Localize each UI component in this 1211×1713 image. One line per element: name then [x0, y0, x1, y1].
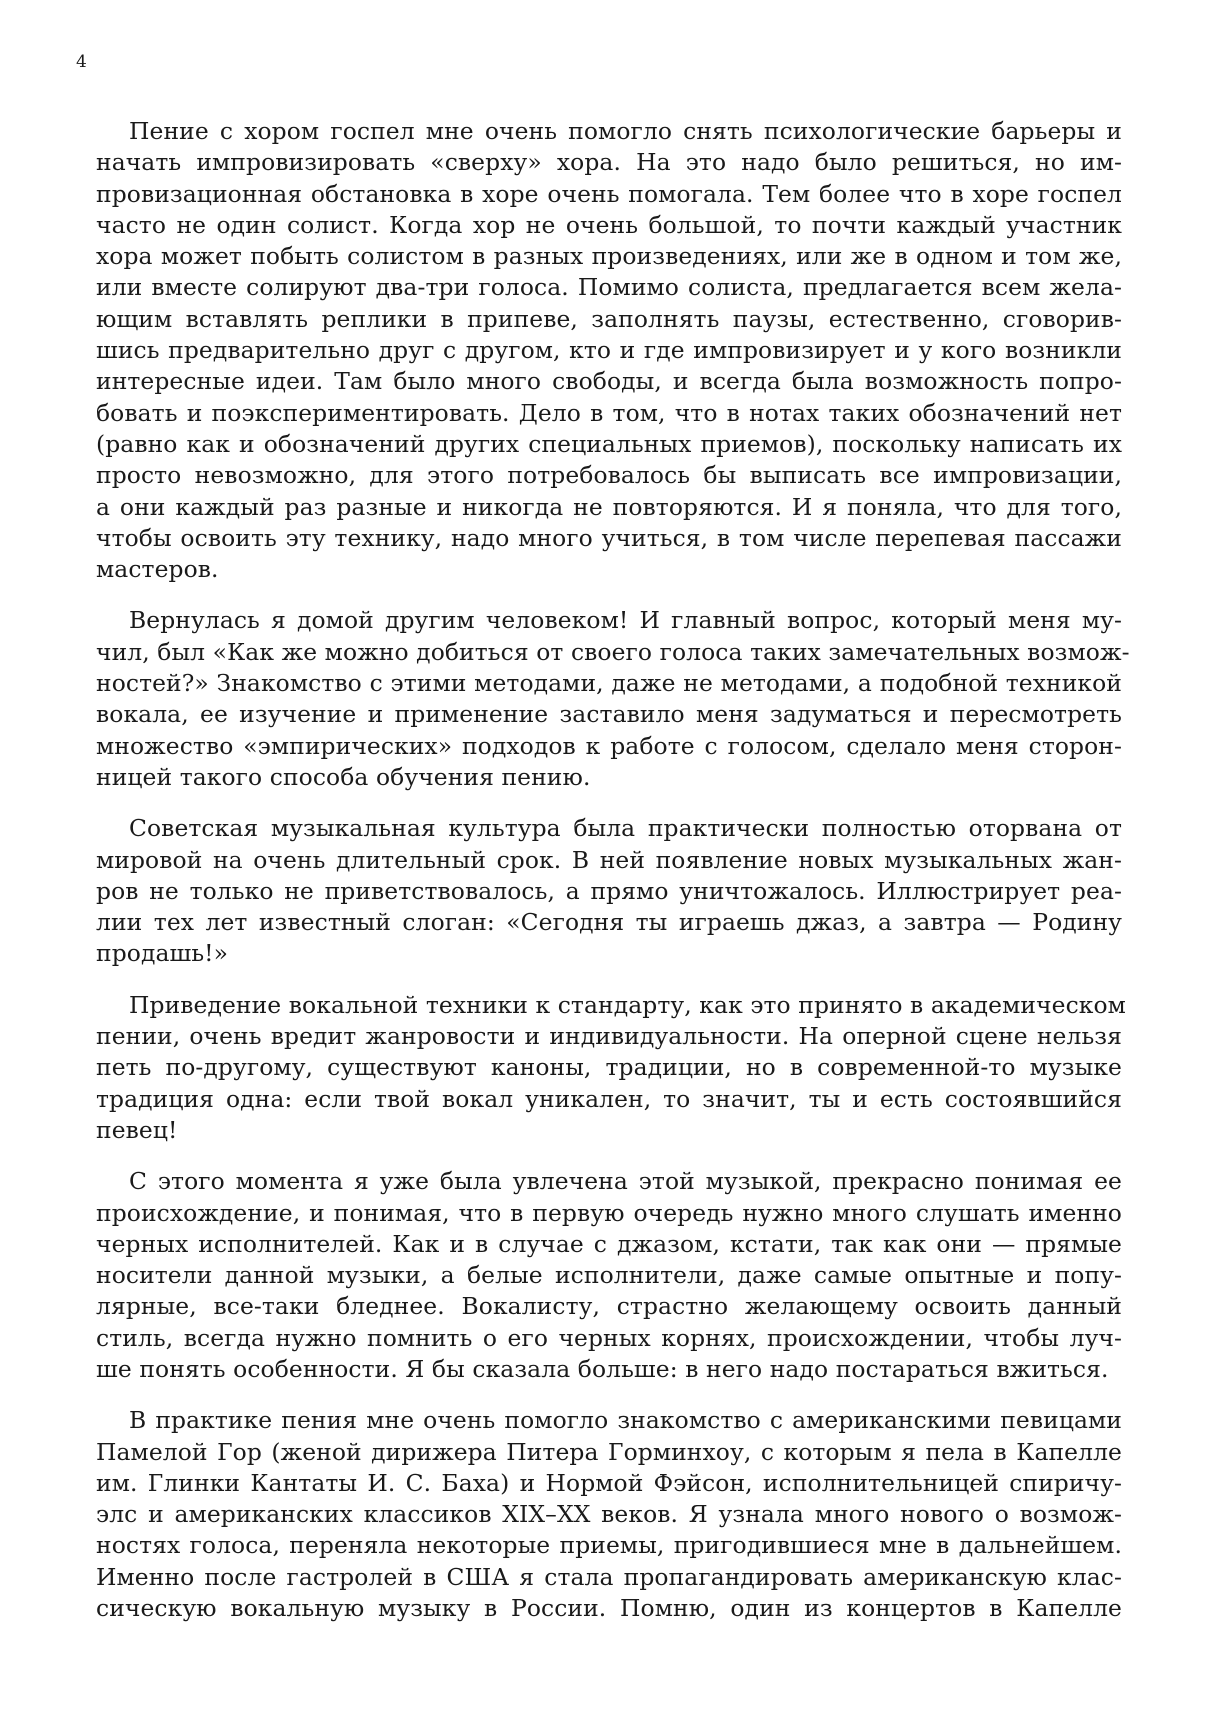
text-line: шись предварительно друг с другом, кто и где импровизирует и у кого возникли — [96, 336, 1122, 365]
text-line: Приведение вокальной техники к стандарту, как это принято в академическом — [129, 990, 1126, 1019]
text-line: ше понять особенности. Я бы сказала больше: в него надо постараться вжиться. — [96, 1354, 1109, 1383]
text-line: множество «эмпирических» подходов к работе с голосом, сделало меня сторон- — [96, 731, 1122, 760]
text-line: элс и американских классиков XIX–XX веков. Я узнала много нового о возмож- — [96, 1500, 1122, 1529]
text-line: Именно после гастролей в США я стала пропагандировать американскую клас- — [96, 1562, 1122, 1591]
paragraph — [96, 813, 1122, 969]
text-line: часто не один солист. Когда хор не очень большой, то почти каждый участник — [96, 210, 1122, 239]
text-line: Пение с хором госпел мне очень помогло снять психологические барьеры и — [129, 117, 1122, 145]
body-text — [96, 116, 1130, 1644]
text-line: чтобы освоить эту технику, надо много учиться, в том числе перепевая пассажи — [96, 523, 1122, 552]
text-line: бовать и поэкспериментировать. Дело в том, что в нотах таких обозначений нет — [96, 398, 1122, 427]
text-line: мировой на очень длительный срок. В ней появление новых музыкальных жан- — [96, 845, 1122, 874]
page-number: 4 — [76, 52, 87, 72]
text-line: хора может побыть солистом в разных произведениях, или же в одном и том же, — [96, 242, 1122, 271]
text-line: провизационная обстановка в хоре очень помогала. Тем более что в хоре госпел — [96, 179, 1122, 208]
text-line: ров не только не приветствовалось, а прямо уничтожалось. Иллюстрирует реа- — [96, 876, 1122, 905]
text-line: Вернулась я домой другим человеком! И главный вопрос, который меня му- — [129, 606, 1122, 635]
paragraph — [96, 990, 1126, 1146]
paragraph — [96, 605, 1130, 793]
text-line: а они каждый раз разные и никогда не повторяются. И я поняла, что для того, — [96, 492, 1122, 521]
text-line: или вместе солируют два-три голоса. Помимо солиста, предлагается всем жела- — [96, 273, 1122, 302]
text-line: просто невозможно, для этого потребовалось бы выписать все импровизации, — [96, 461, 1122, 490]
text-line: начать импровизировать «сверху» хора. На это надо было решиться, но им- — [96, 148, 1122, 177]
text-line: В практике пения мне очень помогло знакомство с американскими певицами — [129, 1406, 1122, 1435]
text-line: сическую вокальную музыку в России. Помню, один из концертов в Капелле — [96, 1594, 1122, 1623]
text-line: петь по-другому, существуют каноны, традиции, но в современной-то музыке — [96, 1053, 1122, 1082]
text-line: Советская музыкальная культура была практически полностью оторвана от — [129, 814, 1122, 843]
text-line: (равно как и обозначений других специальных приемов), поскольку написать их — [96, 429, 1122, 458]
text-line: мастеров. — [96, 555, 219, 584]
text-line: Памелой Гор (женой дирижера Питера Горминхоу, с которым я пела в Капелле — [96, 1437, 1122, 1466]
text-line: ющим вставлять реплики в припеве, заполнять паузы, естественно, сговорив- — [96, 304, 1122, 333]
text-line: стиль, всегда нужно помнить о его черных корнях, происхождении, чтобы луч- — [96, 1323, 1122, 1352]
text-line: традиция одна: если твой вокал уникален, то значит, ты и есть состоявшийся — [96, 1084, 1122, 1113]
text-line: происхождение, и понимая, что в первую очередь нужно много слушать именно — [96, 1198, 1122, 1227]
text-line: черных исполнителей. Как и в случае с джазом, кстати, так как они — прямые — [96, 1229, 1122, 1258]
text-line: лии тех лет известный слоган: «Сегодня ты играешь джаз, а завтра — Родину — [96, 908, 1122, 937]
text-line: вокала, ее изучение и применение заставило меня задуматься и пересмотреть — [96, 700, 1122, 729]
text-line: С этого момента я уже была увлечена этой музыкой, прекрасно понимая ее — [129, 1167, 1122, 1196]
paragraph — [96, 116, 1122, 585]
paragraph — [96, 1166, 1122, 1385]
text-line: им. Глинки Кантаты И. С. Баха) и Нормой Фэйсон, исполнительницей спиричу- — [96, 1468, 1122, 1497]
text-line: ностях голоса, переняла некоторые приемы, пригодившиеся мне в дальнейшем. — [96, 1531, 1122, 1560]
paragraph — [96, 1405, 1122, 1624]
text-line: певец! — [96, 1115, 178, 1144]
text-line: носители данной музыки, а белые исполнители, даже самые опытные и попу- — [96, 1261, 1122, 1290]
text-line: продашь!» — [96, 939, 229, 968]
text-line: ностей?» Знакомство с этими методами, даже не методами, а подобной техникой — [96, 669, 1122, 698]
text-line: интересные идеи. Там было много свободы, и всегда была возможность попро- — [96, 367, 1122, 396]
text-line: пении, очень вредит жанровости и индивидуальности. На оперной сцене нельзя — [96, 1022, 1122, 1051]
text-line: чил, был «Как же можно добиться от своего голоса таких замечательных возмож- — [96, 637, 1130, 666]
text-line: ницей такого способа обучения пению. — [96, 762, 591, 791]
text-line: лярные, все-таки бледнее. Вокалисту, страстно желающему освоить данный — [96, 1292, 1122, 1321]
